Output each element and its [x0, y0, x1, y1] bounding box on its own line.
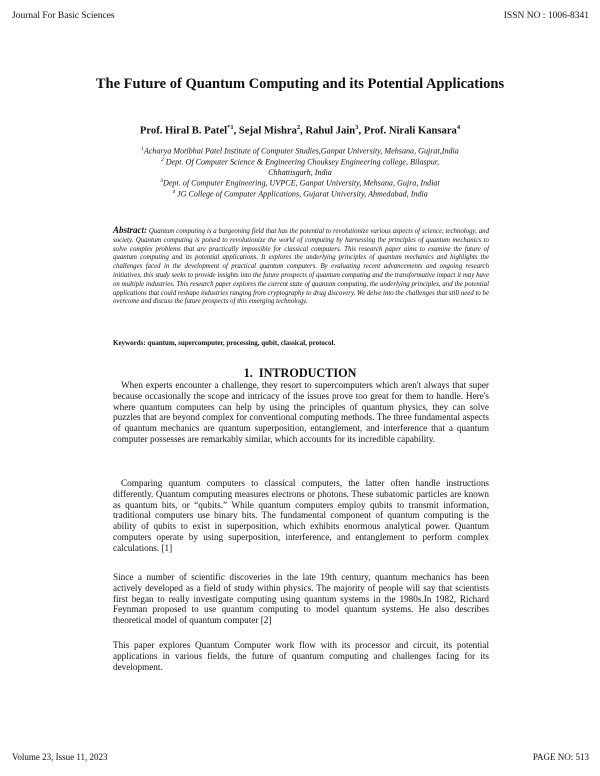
abstract — [113, 226, 489, 307]
author-list: Prof. Hiral B. Patel$^{*1}$, Sejal Mishra$^2$, Rahul Jain$^3$, Prof. Nirali Kansara$^4$ — [139, 124, 461, 137]
affiliation-line: $^1$Acharya Motibhai Patel Institute of Computer Studies,Ganpat University, Mehsana, Gujrat,India — [141, 146, 459, 156]
journal-name: Journal For Basic Sciences — [12, 11, 115, 21]
author-name: Prof. Nirali Kansara — [363, 125, 457, 137]
affiliation-line: $^2$ Dept. Of Computer Science & Engineering Chouksey Engineering college, Bilaspur, — [160, 157, 440, 167]
affiliation-line: $^4$ JG College of Computer Applications, Gujarat University, Ahmedabad, India — [172, 189, 428, 200]
author-name: Rahul Jain — [305, 125, 356, 137]
paragraph — [113, 478, 489, 554]
keywords-text: quantum, supercomputer, processing, qubit, classical, protocol. — [147, 339, 336, 347]
section-heading — [0, 366, 600, 381]
paper-title: The Future of Quantum Computing and its Potential Applications — [95, 76, 505, 92]
author-affiliation-mark: *1 — [227, 124, 234, 131]
author-affiliation-mark: 3 — [355, 124, 359, 131]
paragraph — [113, 640, 489, 672]
affiliation-line: $^3$Dept. of Computer Engineering, UVPCE, Ganpat University, Mehsana, Gujra, Indiat — [160, 178, 440, 188]
affiliation-list — [80, 145, 520, 200]
author-affiliation-mark: 4 — [456, 124, 461, 131]
paragraph-text: This paper explores Quantum Computer work flow with its processor and circuit, its potential applications in various fields, the future of quantum computing and challenges facing for its development. — [113, 640, 489, 672]
paragraph — [113, 572, 489, 626]
section-title: INTRODUCTION — [258, 366, 357, 380]
author-affiliation-mark: 2 — [296, 124, 301, 131]
author-name: Sejal Mishra — [238, 125, 297, 137]
paragraph-text: Comparing quantum computers to classical computers, the latter often handle instructions differently. Quantum computing measures electrons or photons. These subatomic particles are known as quantum bits, or “qubits.” While quantum computers employ qubits to transmit information, traditional computers use binary bits. The fundamental component of quantum computing is the ability of qubits to exist in superposition, which exhibits enormous analytical power. Quantum computers operate by using superposition, interference, and entanglement to perform complex calculations. [1] — [113, 478, 489, 553]
volume-issue: Volume 23, Issue 11, 2023 — [12, 752, 108, 762]
section-number: 1. — [243, 366, 253, 380]
abstract-text: Quantum computing is a burgeoning field that has the potential to revolutionize various aspects of science, technology, and society. Quantum computing is poised to revolutionize the world of computing by harnessing the principles of quantum mechanics to solve complex problems that are practically impossible for classical computers. This research paper aims to examine the future of quantum computing and its potential applications. It explores the underlying principles of quantum mechanics and highlights the challenges faced in the development of practical quantum computers. By evaluating recent advancements and ongoing research initiatives, this study seeks to provide insights into the future prospects of quantum computing and the transformative impact it may have on multiple industries. This research paper explores the current state of quantum computing, the underlying principles, and the potential applications that could reshape industries ranging from cryptography to drug discovery. We delve into the challenges that still need to be overcome and discuss the future prospects of this emerging technology. — [113, 228, 489, 306]
paragraph-text: Since a number of scientific discoveries in the late 19th century, quantum mechanics has been actively developed as a field of study within physics. The majority of people will say that scientists first began to really investigate computing using quantum systems in the 1980s.In 1982, Richard Feynman proposed to use quantum computing to model quantum systems. He also describes theoretical model of quantum computer [2] — [113, 572, 489, 626]
keywords-label: Keywords: — [113, 339, 146, 347]
page-number: PAGE NO: 513 — [532, 752, 589, 762]
author-name: Prof. Hiral B. Patel — [139, 125, 228, 137]
issn-number: ISSN NO : 1006-8341 — [503, 11, 589, 21]
affiliation-line: Chhattisgarh, India — [268, 167, 332, 177]
paragraph — [113, 380, 489, 445]
paragraph-text: When experts encounter a challenge, they resort to supercomputers which aren't always that super because occasionally the scope and intricacy of the issues prove too great for them to handle. Here's where quantum computers can help by using the principles of quantum physics, they can solve puzzles that are beyond complex for conventional computing methods. The three fundamental aspects of quantum mechanics are quantum superposition, entanglement, and interference that a quantum computer possesses are remarkably similar, which accounts for its incredible capability. — [113, 380, 489, 444]
keywords — [113, 339, 493, 347]
abstract-label: Abstract: — [113, 225, 148, 235]
